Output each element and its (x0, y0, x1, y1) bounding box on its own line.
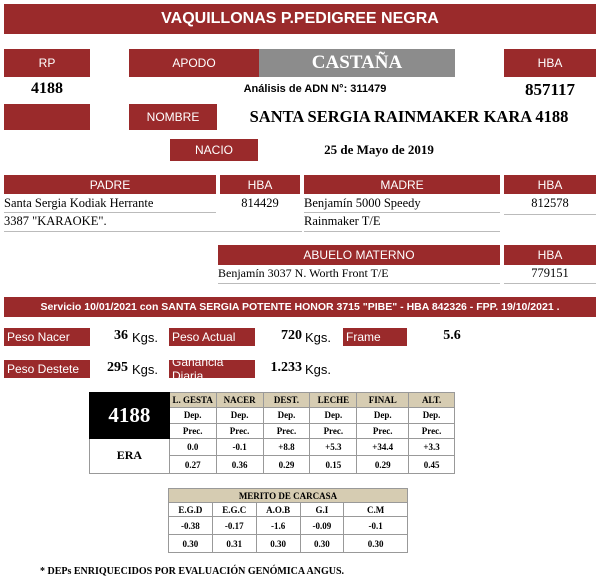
peso-destete-unit: Kgs. (132, 362, 159, 377)
madre-hba-underline (504, 214, 596, 215)
carcasa-prec-cell: 0.30 (344, 535, 408, 553)
peso-destete-value: 295 (107, 360, 128, 375)
dep-value-cell: 0.0 (169, 438, 216, 456)
prec-value-cell: 0.15 (310, 456, 357, 474)
rp-value: 4188 (31, 80, 63, 97)
ganancia-value: 1.233 (270, 360, 302, 375)
dep-header-cell: L. GESTA (169, 393, 216, 408)
apodo-label: APODO (129, 49, 259, 77)
prec-value-cell: 0.27 (169, 456, 216, 474)
madre-hba-label: HBA (504, 175, 596, 194)
carcasa-header-cell: E.G.D (169, 503, 213, 517)
dep-sub-label: Dep. (310, 408, 357, 423)
dep-sub-label: Dep. (409, 408, 455, 423)
prec-sub-label: Prec. (263, 423, 310, 438)
peso-nacer-label: Peso Nacer (4, 328, 90, 346)
prec-value-cell: 0.29 (357, 456, 409, 474)
padre-label: PADRE (4, 175, 216, 194)
madre-line1: Benjamín 5000 Speedy (304, 196, 500, 213)
page-title: VAQUILLONAS P.PEDIGREE NEGRA (161, 10, 439, 27)
dep-value-cell: -0.1 (216, 438, 263, 456)
carcasa-dep-cell: -0.38 (169, 517, 213, 535)
nacio-label: NACIO (170, 139, 258, 161)
carcasa-prec-cell: 0.30 (300, 535, 344, 553)
era-cell (90, 438, 170, 473)
carcasa-prec-cell: 0.31 (212, 535, 256, 553)
prec-value-cell: 0.45 (409, 456, 455, 474)
rp-blank-cell (4, 104, 90, 130)
prec-sub-label: Prec. (169, 423, 216, 438)
hba-top-label: HBA (504, 49, 596, 77)
dep-table (89, 392, 455, 474)
frame-value: 5.6 (443, 328, 461, 343)
carcasa-title: MERITO DE CARCASA (169, 489, 408, 503)
era-label: ERA (116, 448, 143, 463)
servicio-text: Servicio 10/01/2021 con SANTA SERGIA POTENTE HONOR 3715 "PIBE" - HBA 842326 - FPP. 19/10/2021 . (40, 301, 560, 313)
carcasa-header-cell: G.I (300, 503, 344, 517)
frame-label: Frame (343, 328, 407, 346)
abuelo-label: ABUELO MATERNO (218, 245, 500, 265)
dep-header-cell: LECHE (310, 393, 357, 408)
title-bar (4, 4, 596, 34)
carcasa-header-cell: C.M (344, 503, 408, 517)
padre-line1: Santa Sergia Kodiak Herrante (4, 196, 216, 213)
padre-hba-label: HBA (220, 175, 300, 194)
madre-line2: Rainmaker T/E (304, 214, 500, 232)
prec-value-cell: 0.36 (216, 456, 263, 474)
dep-value-cell: +5.3 (310, 438, 357, 456)
abuelo-hba-label: HBA (504, 245, 596, 265)
dep-id-cell (90, 393, 170, 439)
prec-value-cell: 0.29 (263, 456, 310, 474)
carcasa-header-cell: E.G.C (212, 503, 256, 517)
carcasa-dep-cell: -0.17 (212, 517, 256, 535)
peso-actual-unit: Kgs. (305, 330, 332, 345)
dep-header-cell: NACER (216, 393, 263, 408)
adn-text: Análisis de ADN N°: 311479 (243, 83, 387, 95)
dep-value-cell: +3.3 (409, 438, 455, 456)
carcasa-dep-cell: -0.09 (300, 517, 344, 535)
peso-destete-label: Peso Destete (4, 360, 90, 378)
dep-header-cell: FINAL (357, 393, 409, 408)
peso-actual-label: Peso Actual (169, 328, 255, 346)
rp-label: RP (4, 49, 90, 77)
dep-sub-label: Dep. (357, 408, 409, 423)
ganancia-unit: Kgs. (305, 362, 332, 377)
abuelo-hba-value: 779151 (504, 266, 596, 284)
prec-sub-label: Prec. (357, 423, 409, 438)
madre-hba-value: 812578 (531, 196, 569, 210)
dep-value-cell: +8.8 (263, 438, 310, 456)
carcasa-prec-cell: 0.30 (169, 535, 213, 553)
nombre-value: SANTA SERGIA RAINMAKER KARA 4188 (249, 107, 569, 126)
abuelo-value: Benjamín 3037 N. Worth Front T/E (218, 266, 500, 284)
peso-nacer-value: 36 (114, 328, 128, 343)
footnote: * DEPs ENRIQUECIDOS POR EVALUACIÓN GENÓMICA ANGUS. (40, 566, 345, 577)
hba-top-value: 857117 (524, 80, 576, 99)
servicio-bar (4, 297, 596, 317)
prec-sub-label: Prec. (409, 423, 455, 438)
madre-label: MADRE (304, 175, 500, 194)
padre-line2: 3387 "KARAOKE". (4, 214, 216, 232)
nombre-label: NOMBRE (129, 104, 217, 130)
peso-nacer-unit: Kgs. (132, 330, 159, 345)
carcasa-dep-cell: -0.1 (344, 517, 408, 535)
apodo-value: CASTAÑA (259, 49, 455, 77)
prec-sub-label: Prec. (310, 423, 357, 438)
carcasa-dep-cell: -1.6 (256, 517, 300, 535)
peso-actual-value: 720 (281, 328, 302, 343)
carcasa-table (168, 488, 408, 552)
dep-sub-label: Dep. (216, 408, 263, 423)
ganancia-label: Ganancia Diaria (169, 360, 255, 378)
padre-hba-underline (216, 231, 302, 232)
prec-sub-label: Prec. (216, 423, 263, 438)
padre-hba-value: 814429 (241, 196, 279, 210)
carcasa-prec-cell: 0.30 (256, 535, 300, 553)
dep-header-cell: DEST. (263, 393, 310, 408)
dep-sub-label: Dep. (169, 408, 216, 423)
dep-header-cell: ALT. (409, 393, 455, 408)
carcasa-header-cell: A.O.B (256, 503, 300, 517)
dep-value-cell: +34.4 (357, 438, 409, 456)
dep-id-value: 4188 (108, 402, 151, 427)
dep-sub-label: Dep. (263, 408, 310, 423)
nacio-value: 25 de Mayo de 2019 (324, 142, 434, 157)
